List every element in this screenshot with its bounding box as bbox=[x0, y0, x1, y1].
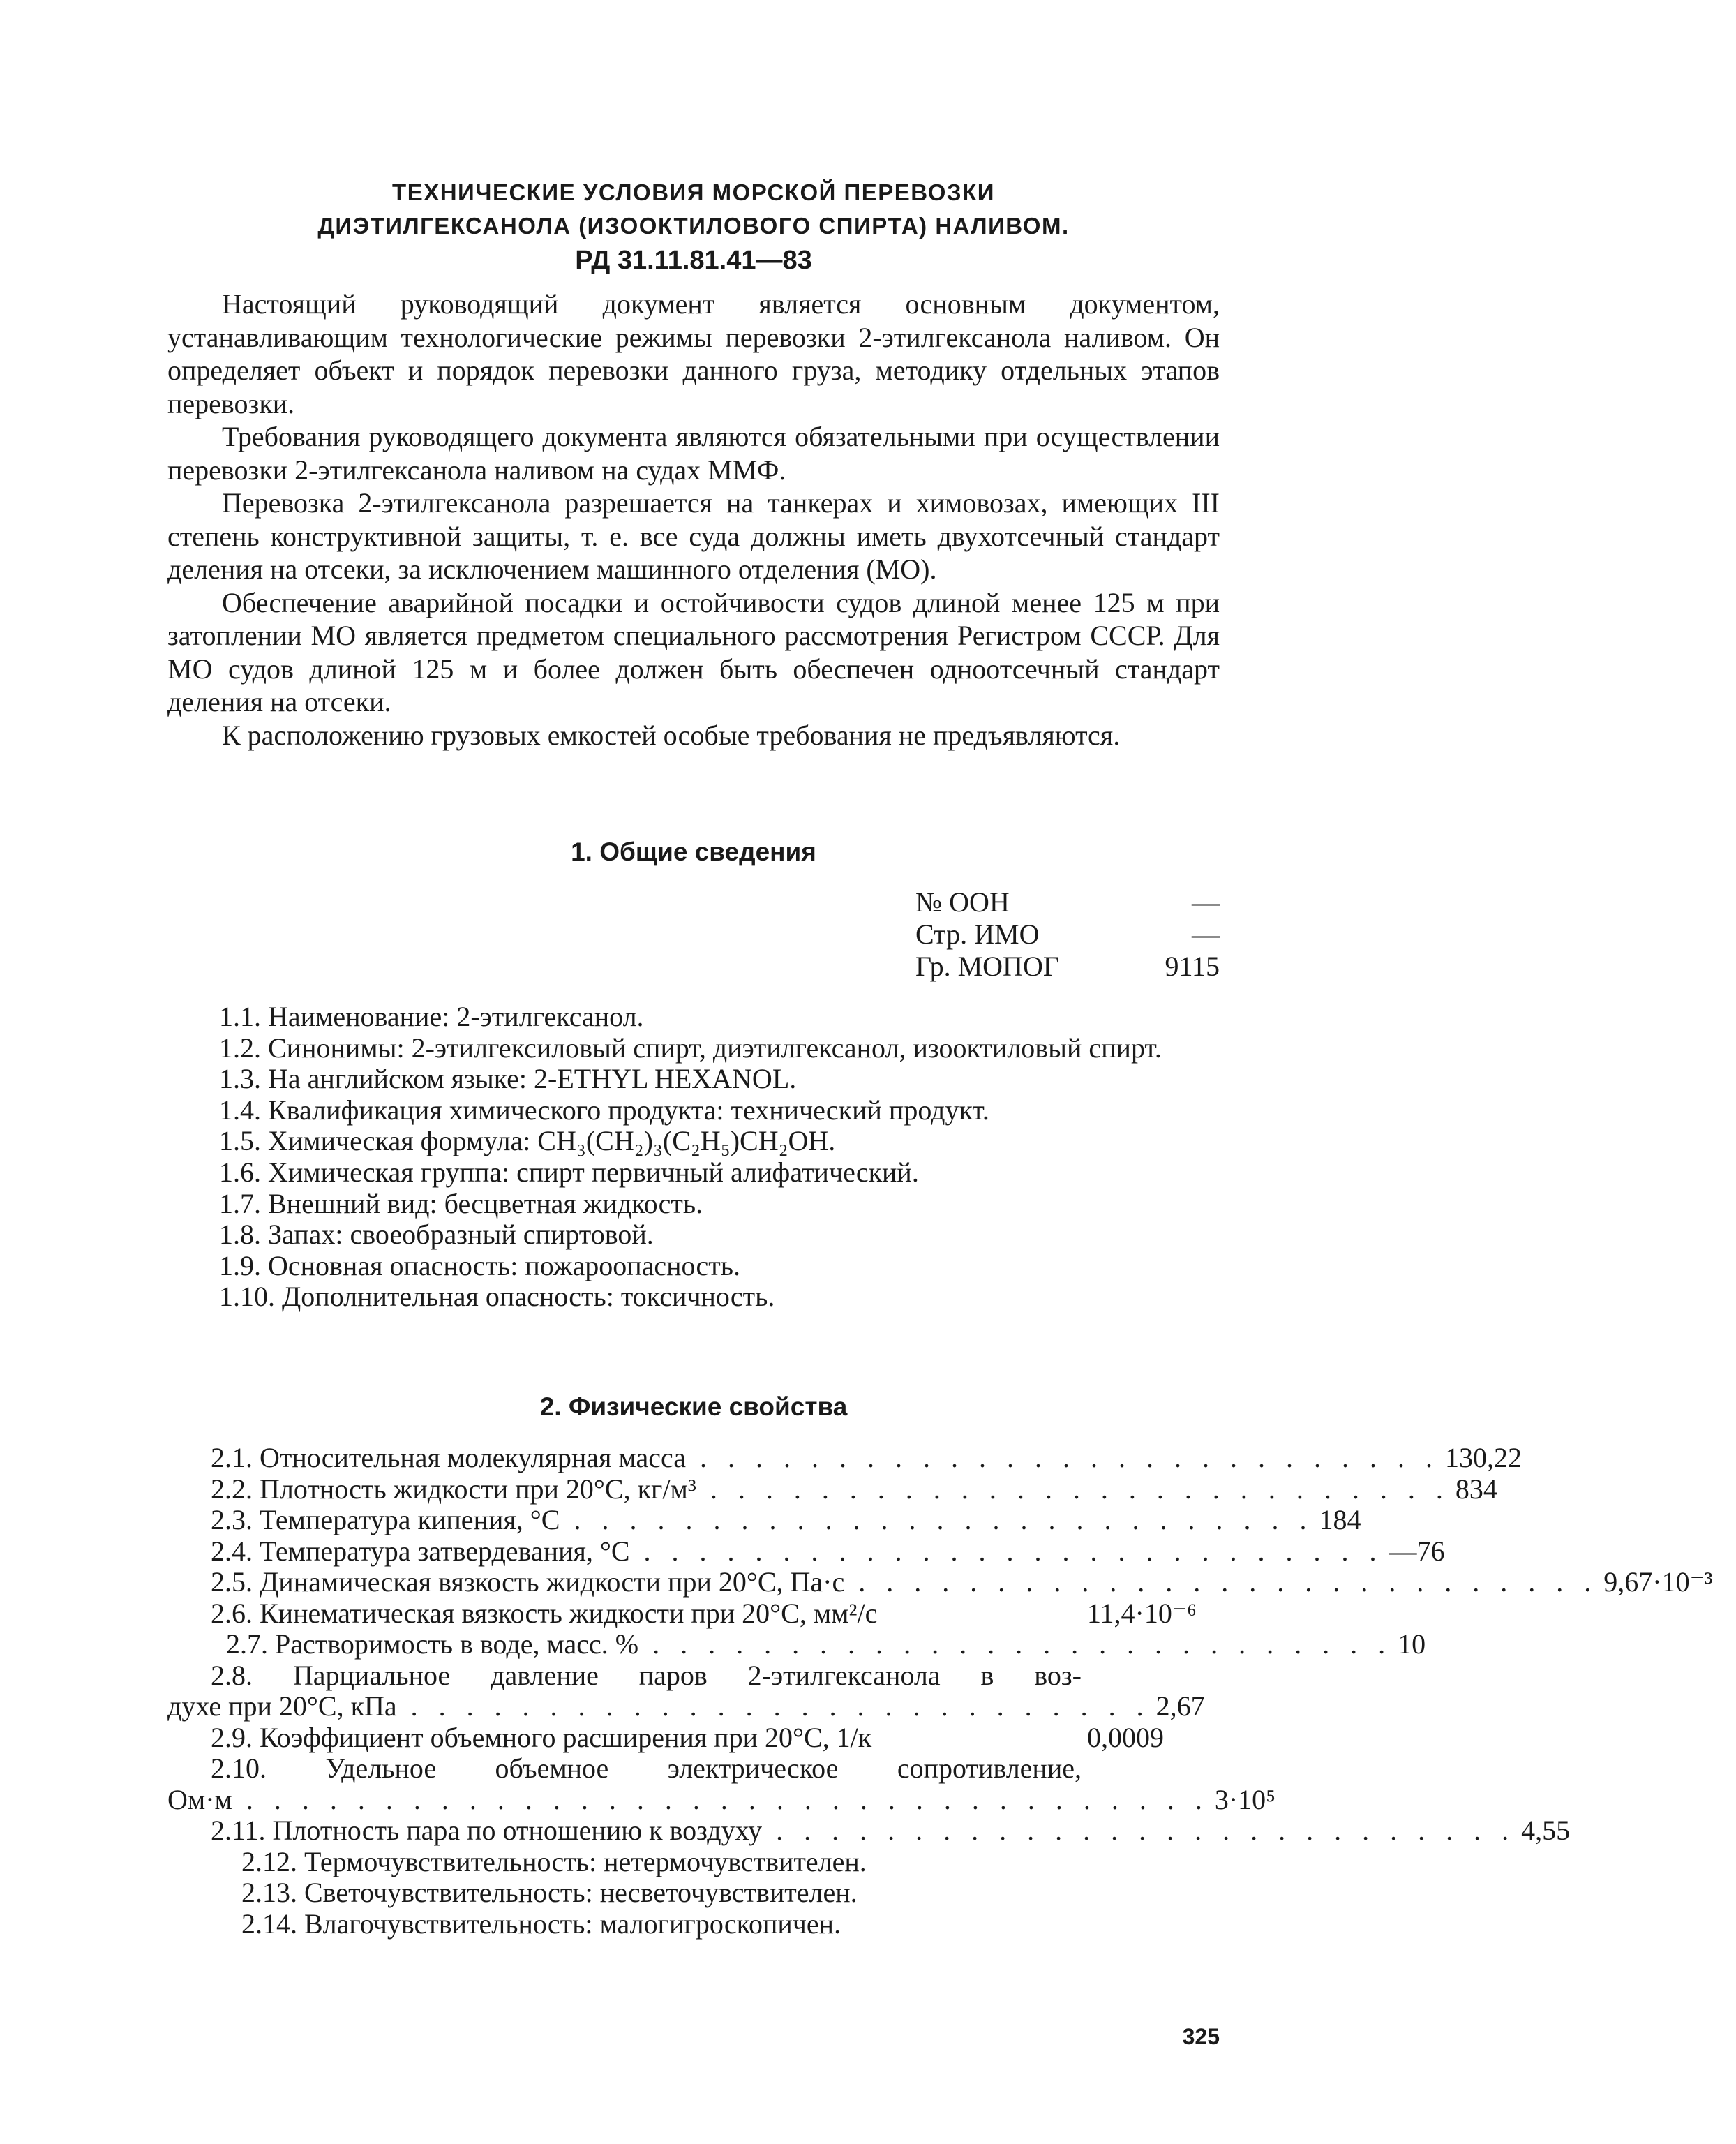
leader-dots: . . . . . . . . . . . . . . . . . . . . . . . . . . . bbox=[844, 1566, 1599, 1598]
leader-dots: . . . . . . . . . . . . . . . . . . . . . . . . . . . . . . . . . . . bbox=[232, 1783, 1209, 1815]
leader-dots: . . . . . . . . . . . . . . . . . . . . . . . . . . . bbox=[686, 1442, 1439, 1473]
property-row bbox=[167, 1815, 1571, 1847]
intro-text bbox=[167, 288, 1220, 752]
leader-dots: . . . . . . . . . . . . . . . . . . . . . . . . . . . bbox=[638, 1628, 1393, 1660]
general-info-list bbox=[167, 1002, 1220, 1313]
leader-dots: . . . . . . . . . . . . . . . . . . . . . . . . . . . bbox=[696, 1473, 1450, 1505]
property-row bbox=[167, 1628, 1426, 1660]
intro-paragraph: Настоящий руководящий документ является основным документом, устанавливающим технологические режимы перевозки 2-этилгексанола наливом. Он определяет объект и порядок перевозки данного груза, методику отдельных этапов перевозки. bbox=[167, 288, 1220, 419]
leader-dots: . . . . . . . . . . . . . . . . . . . . . . . . . . . bbox=[762, 1815, 1516, 1846]
page-number: 325 bbox=[1182, 2024, 1220, 2049]
property-row bbox=[167, 1566, 1713, 1598]
property-value: 3·10⁵ bbox=[1214, 1783, 1276, 1815]
document-code: РД 31.11.81.41—83 bbox=[575, 246, 812, 275]
property-value: 4,55 bbox=[1521, 1815, 1571, 1846]
leader-dots: . . . . . . . . . . . . . . . . . . . . . . . . . . . bbox=[396, 1690, 1151, 1722]
identifier-label: Стр. ИМО bbox=[915, 918, 1040, 950]
property-label: духе при 20°C, кПа bbox=[167, 1690, 397, 1722]
document-header bbox=[167, 176, 1220, 278]
property-label: 2.8. Парциальное давление паров 2-этилгексанола в воз- bbox=[211, 1659, 1082, 1691]
property-value: 11,4·10⁻⁶ bbox=[1087, 1597, 1197, 1629]
list-item: 1.10. Дополнительная опасность: токсичность. bbox=[219, 1281, 775, 1313]
property-label: 2.7. Растворимость в воде, масс. % bbox=[226, 1628, 639, 1660]
property-row bbox=[167, 1691, 1220, 1722]
property-label: 2.5. Динамическая вязкость жидкости при 20°C, Па·с bbox=[211, 1566, 845, 1598]
property-label: 2.11. Плотность пара по отношению к воздуху bbox=[211, 1815, 763, 1846]
identifier-value: 9115 bbox=[1165, 951, 1220, 982]
property-value: 0,0009 bbox=[1087, 1721, 1164, 1753]
section-1-title: 1. Общие сведения bbox=[571, 838, 816, 866]
intro-paragraph: Требования руководящего документа являются обязательными при осуществлении перевозки 2-этилгексанола наливом на судах ММФ. bbox=[167, 421, 1220, 486]
header-line-1: ТЕХНИЧЕСКИЕ УСЛОВИЯ МОРСКОЙ ПЕРЕВОЗКИ bbox=[392, 179, 995, 205]
property-row bbox=[167, 1783, 1276, 1816]
identifier-row bbox=[915, 951, 1220, 983]
list-item: 1.2. Синонимы: 2-этилгексиловый спирт, диэтилгексанол, изооктиловый спирт. bbox=[219, 1032, 1162, 1064]
property-label: 2.3. Температура кипения, °C bbox=[211, 1504, 560, 1535]
leader-dots: . . . . . . . . . . . . . . . . . . . . . . . . . . . bbox=[629, 1535, 1384, 1567]
list-item: 1.4. Квалификация химического продукта: технический продукт. bbox=[219, 1094, 989, 1126]
intro-paragraph: Перевозка 2-этилгексанола разрешается на танкерах и химовозах, имеющих III степень конструктивной защиты, т. е. все суда должны иметь двухотсечный стандарт деления на отсеки, за исключением машинного отделения (МО). bbox=[167, 487, 1220, 585]
identifier-row bbox=[915, 918, 1220, 951]
property-value: 9,67·10⁻³ bbox=[1603, 1566, 1713, 1598]
identifier-label: Гр. МОПОГ bbox=[915, 951, 1059, 982]
property-label: 2.4. Температура затвердевания, °C bbox=[211, 1535, 630, 1567]
identifier-row bbox=[915, 886, 1220, 918]
property-row bbox=[167, 1598, 1220, 1630]
list-item: 1.7. Внешний вид: бесцветная жидкость. bbox=[219, 1187, 703, 1219]
property-value: —76 bbox=[1389, 1535, 1445, 1567]
intro-paragraph: Обеспечение аварийной посадки и остойчивости судов длиной менее 125 м при затоплении МО является предметом специального рассмотрения Регистром СССР. Для МО судов длиной 125 м и более должен быть обеспечен одноотсечный стандарт деления на отсеки. bbox=[167, 586, 1220, 717]
list-item: 1.3. На английском языке: 2-ETHYL HEXANOL. bbox=[219, 1063, 797, 1095]
leader-dots: . . . . . . . . . . . . . . . . . . . . . . . . . . . bbox=[560, 1504, 1314, 1535]
property-value: 130,22 bbox=[1445, 1442, 1522, 1473]
property-value: 2,67 bbox=[1155, 1690, 1205, 1722]
identifier-value: — bbox=[1192, 918, 1220, 950]
list-item: 2.13. Светочувствительность: несветочувствителен. bbox=[241, 1877, 858, 1908]
list-item: 1.6. Химическая группа: спирт первичный алифатический. bbox=[219, 1156, 919, 1188]
property-value: 834 bbox=[1455, 1473, 1497, 1505]
property-row bbox=[167, 1473, 1497, 1505]
physical-properties-list bbox=[167, 1442, 1713, 1940]
list-item: 1.8. Запах: своеобразный спиртовой. bbox=[219, 1219, 654, 1251]
property-row bbox=[167, 1504, 1361, 1536]
property-row bbox=[167, 1442, 1522, 1474]
property-value: 10 bbox=[1398, 1628, 1426, 1660]
property-label: Ом·м bbox=[167, 1783, 232, 1815]
property-row bbox=[167, 1535, 1445, 1568]
header-line-2: ДИЭТИЛГЕКСАНОЛА (ИЗООКТИЛОВОГО СПИРТА) НАЛИВОМ. bbox=[317, 213, 1070, 239]
leader-dots bbox=[877, 1598, 1082, 1630]
property-label: 2.9. Коэффициент объемного расширения при 20°C, 1/к bbox=[211, 1721, 872, 1753]
list-item: 1.1. Наименование: 2-этилгексанол. bbox=[219, 1001, 644, 1032]
list-item: 1.9. Основная опасность: пожароопасность. bbox=[219, 1249, 740, 1281]
section-2-title: 2. Физические свойства bbox=[539, 1392, 848, 1421]
list-item: 2.14. Влагочувствительность: малогигроскопичен. bbox=[241, 1907, 841, 1940]
intro-paragraph: К расположению грузовых емкостей особые требования не предъявляются. bbox=[222, 719, 1121, 751]
identifiers-block bbox=[915, 886, 1220, 983]
identifier-value: — bbox=[1192, 886, 1220, 918]
property-row bbox=[167, 1722, 1220, 1754]
property-value: 184 bbox=[1319, 1504, 1361, 1535]
property-label: 2.6. Кинематическая вязкость жидкости при 20°C, мм²/с bbox=[211, 1597, 878, 1629]
list-item: 2.12. Термочувствительность: нетермочувствителен. bbox=[241, 1845, 867, 1877]
property-label: 2.2. Плотность жидкости при 20°C, кг/м³ bbox=[211, 1473, 696, 1505]
property-label: 2.10. Удельное объемное электрическое сопротивление, bbox=[211, 1752, 1082, 1784]
property-label: 2.1. Относительная молекулярная масса bbox=[211, 1442, 686, 1473]
identifier-label: № ООН bbox=[915, 886, 1010, 918]
list-item: 1.5. Химическая формула: CH₃(CH₂)₃(C₂H₅)CH₂OH. bbox=[219, 1125, 836, 1157]
